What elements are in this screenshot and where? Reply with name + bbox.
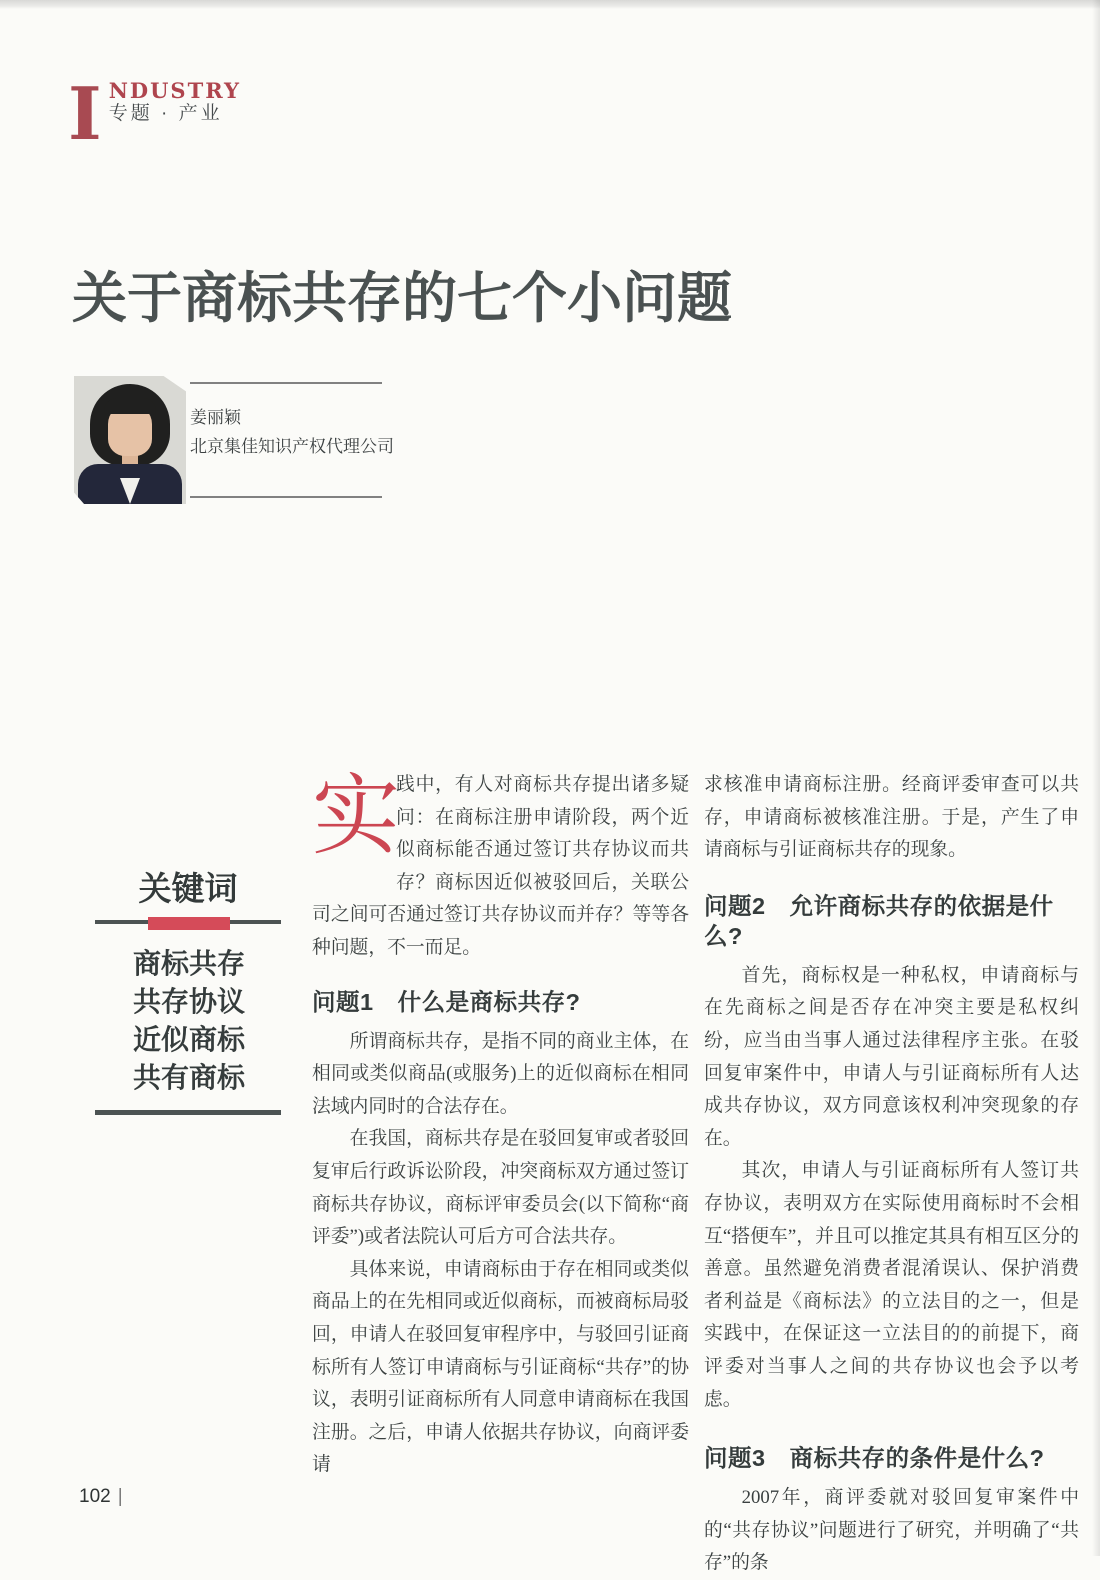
- intro-text: 践中，有人对商标共存提出诸多疑问：在商标注册申请阶段，两个近似商标能否通过签订共存协议而共存？商标因近似被驳回后，关联公司之间可否通过签订共存协议而并存？等等各种问题，不一而足。: [312, 774, 689, 958]
- keyword-item: 共存协议: [133, 987, 246, 1018]
- body-paragraph: 其次，申请人与引证商标所有人签订共存协议，表明双方在实际使用商标时不会相互“搭便车”，并且可以推定其具有相互区分的善意。虽然避免消费者混淆误认、保护消费者利益是《商标法》的立法目的之一，但是实践中，在保证这一立法目的的前提下，商评委对当事人之间的共存协议也会予以考虑。: [704, 1160, 1079, 1410]
- section-label: 专题 · 产业: [108, 103, 223, 124]
- article-column-left: [312, 764, 689, 1482]
- keyword-item: 近似商标: [133, 1025, 246, 1056]
- keywords-divider-red-accent: [148, 917, 230, 930]
- author-photo: [74, 376, 186, 504]
- scan-top-edge: [0, 0, 1100, 9]
- keywords-bottom-rule: [95, 1110, 281, 1115]
- question-3-heading: 问题3 商标共存的条件是什么?: [704, 1445, 1045, 1472]
- question-2-heading: 问题2 允许商标共存的依据是什么?: [704, 892, 1054, 949]
- author-affiliation: 北京集佳知识产权代理公司: [190, 437, 394, 456]
- keywords-divider: [95, 915, 281, 931]
- brand-initial-letter: I: [68, 71, 102, 156]
- keyword-item: 共有商标: [133, 1063, 246, 1094]
- article-column-right: [704, 769, 1079, 1580]
- dropcap-character: 实: [312, 764, 401, 867]
- keywords-heading: 关键词: [138, 872, 238, 908]
- keywords-sidebar: [95, 868, 281, 1115]
- body-paragraph: 在我国，商标共存是在驳回复审或者驳回复审后行政诉讼阶段，冲突商标双方通过签订商标共存协议，商标评审委员会(以下简称“商评委”)或者法院认可后方可合法共存。: [312, 1128, 689, 1248]
- page-number: [79, 1486, 123, 1508]
- scan-right-shadow: [1092, 0, 1100, 1556]
- keywords-list: [95, 946, 281, 1098]
- body-paragraph: 具体来说，申请商标由于存在相同或类似商品上的在先相同或近似商标，而被商标局驳回，申请人在驳回复审程序中，与驳回引证商标所有人签订申请商标与引证商标“共存”的协议，表明引证商标所有人同意申请商标在我国注册。之后，申请人依据共存协议，向商评委请: [312, 1258, 689, 1476]
- question-1-heading: 问题1 什么是商标共存?: [312, 988, 581, 1015]
- page-number-value: 102: [79, 1486, 111, 1507]
- article-title: 关于商标共存的七个小问题: [72, 266, 733, 329]
- keyword-item: 商标共存: [133, 949, 246, 980]
- journal-brand: [68, 71, 241, 156]
- author-block: [190, 382, 394, 498]
- author-name: 姜丽颖: [190, 408, 241, 427]
- body-paragraph: 首先，商标权是一种私权，申请商标与在先商标之间是否存在冲突主要是私权纠纷，应当由当事人通过法律程序主张。在驳回复审案件中，申请人与引证商标所有人达成共存协议，双方同意该权利冲突现象的存在。: [704, 964, 1079, 1149]
- brand-name: NDUSTRY: [108, 78, 241, 103]
- continuation-paragraph: 求核准申请商标注册。经商评委审查可以共存，申请商标被核准注册。于是，产生了申请商标与引证商标共存的现象。: [704, 774, 1079, 861]
- body-paragraph: 所谓商标共存，是指不同的商业主体，在相同或类似商品(或服务)上的近似商标在相同法域内同时的合法存在。: [312, 1030, 689, 1117]
- body-paragraph: 2007年，商评委就对驳回复审案件中的“共存协议”问题进行了研究，并明确了“共存”的条: [704, 1487, 1079, 1574]
- page-number-divider: |: [117, 1486, 123, 1507]
- photo-bangs-shape: [104, 398, 156, 414]
- intro-paragraph: [312, 764, 689, 965]
